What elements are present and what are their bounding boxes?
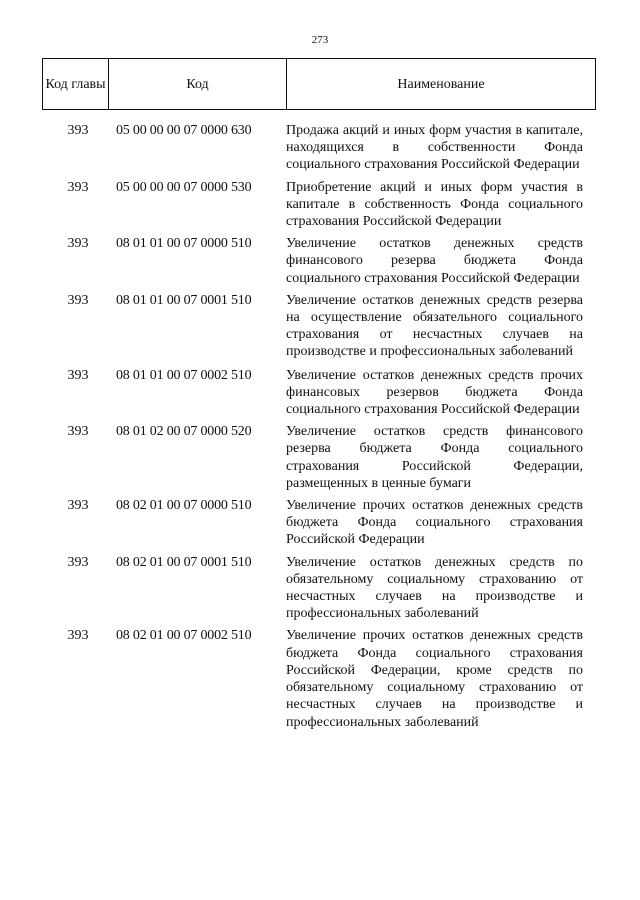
row-budget-code: 08 01 01 00 07 0001 510 — [116, 292, 252, 308]
table-row — [0, 554, 640, 623]
table-row — [0, 292, 640, 361]
row-name: Увеличение остатков денежных средств по обязательному социальному страхованию от несчастных случаев на производстве и профессиональных заболеваний — [286, 554, 583, 622]
table-row — [0, 627, 640, 730]
table-header — [42, 58, 596, 110]
row-budget-code: 05 00 00 00 07 0000 530 — [116, 179, 252, 195]
row-chapter-code: 393 — [67, 236, 89, 252]
row-chapter-code: 393 — [67, 628, 89, 644]
header-name: Наименование — [397, 76, 485, 92]
table-row — [0, 423, 640, 492]
row-chapter-code: 393 — [67, 123, 89, 138]
table-row — [0, 497, 640, 549]
table-row — [0, 235, 640, 287]
row-budget-code: 08 01 01 00 07 0002 510 — [116, 367, 252, 383]
table-row — [0, 122, 640, 174]
row-budget-code: 08 02 01 00 07 0000 510 — [116, 498, 252, 514]
table-row — [0, 179, 640, 231]
row-chapter-code: 393 — [67, 179, 89, 195]
row-chapter-code: 393 — [67, 424, 89, 440]
row-name: Увеличение остатков средств финансового резерва бюджета Фонда социального страхования Российской Федерации, размещенных в ценные бумаги — [286, 424, 583, 491]
row-name: Увеличение остатков денежных средств финансового резерва бюджета Фонда социального страхования Российской Федерации — [286, 236, 583, 286]
row-name: Увеличение остатков денежных средств прочих финансовых резервов бюджета Фонда социального страхования Российской Федерации — [286, 367, 583, 418]
page-number: 273 — [311, 34, 329, 46]
row-budget-code: 08 02 01 00 07 0001 510 — [116, 554, 252, 570]
row-name: Увеличение прочих остатков денежных средств бюджета Фонда социального страхования Российской Федерации, кроме средств по обязательному социальному страхованию от несчастных случаев на производстве и профессиональных заболеваний — [286, 628, 583, 730]
row-chapter-code: 393 — [67, 554, 89, 570]
table-row — [0, 367, 640, 419]
row-budget-code: 08 01 01 00 07 0000 510 — [116, 236, 252, 252]
row-name: Приобретение акций и иных форм участия в капитале в собственность Фонда социального страхования Российской Федерации — [286, 179, 583, 230]
row-name: Продажа акций и иных форм участия в капитале, находящихся в собственности Фонда социального страхования Российской Федерации — [286, 123, 583, 173]
row-name: Увеличение остатков денежных средств резерва на осуществление обязательного социального страхования от несчастных случаев на производстве и профессиональных заболеваний — [286, 292, 583, 360]
header-code: Код — [109, 59, 287, 109]
header-chapter-code: Код главы — [43, 59, 109, 109]
row-budget-code: 08 01 02 00 07 0000 520 — [116, 424, 252, 440]
row-name: Увеличение прочих остатков денежных средств бюджета Фонда социального страхования Российской Федерации — [286, 498, 583, 548]
row-chapter-code: 393 — [67, 292, 89, 308]
table-body — [0, 122, 640, 731]
row-budget-code: 05 00 00 00 07 0000 630 — [116, 123, 252, 138]
row-chapter-code: 393 — [67, 367, 89, 383]
row-budget-code: 08 02 01 00 07 0002 510 — [116, 628, 252, 644]
row-chapter-code: 393 — [67, 498, 89, 514]
